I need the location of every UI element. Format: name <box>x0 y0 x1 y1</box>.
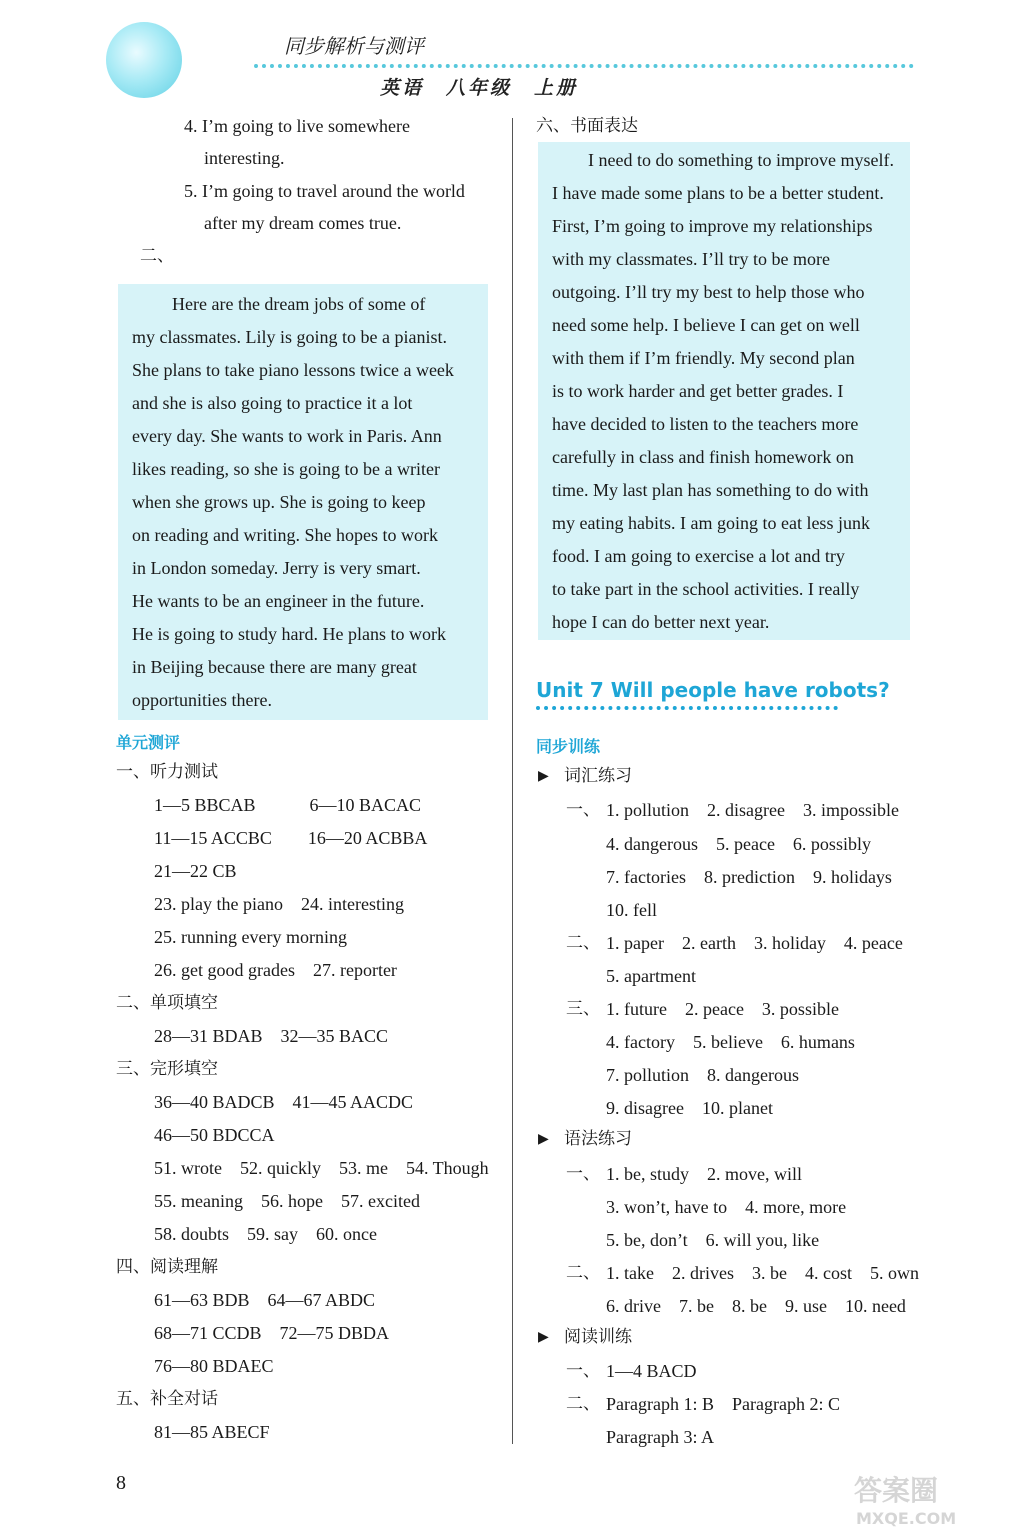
answer-row: Paragraph 1: B Paragraph 2: C <box>606 1394 840 1414</box>
answer-row: 10. fell <box>606 900 657 920</box>
item-number: 二、 <box>566 1394 600 1414</box>
svg-text:答案圈: 答案圈 <box>854 1474 939 1507</box>
essay-line: have decided to listen to the teachers more <box>552 414 859 434</box>
header-logo-circle <box>106 22 182 98</box>
essay-line: Here are the dream jobs of some of <box>172 294 426 314</box>
answer-row: 81—85 ABECF <box>154 1422 270 1442</box>
answer-line: 4. I’m going to live somewhere <box>184 116 410 136</box>
section-label: 三、完形填空 <box>116 1059 218 1079</box>
essay-line: She plans to take piano lessons twice a week <box>132 360 454 380</box>
answer-row: 9. disagree 10. planet <box>606 1098 773 1118</box>
unit-title: Unit 7 Will people have robots? <box>536 678 890 702</box>
essay-line: hope I can do better next year. <box>552 612 770 632</box>
answer-row: 61—63 BDB 64—67 ABDC <box>154 1290 376 1310</box>
sync-training-title: 同步训练 <box>536 737 601 756</box>
essay-line: I need to do something to improve myself. <box>588 150 894 170</box>
answer-row: 6. drive 7. be 8. be 9. use 10. need <box>606 1296 906 1316</box>
essay-line: in London someday. Jerry is very smart. <box>132 558 421 578</box>
answer-row: 1—5 BBCAB 6—10 BACAC <box>154 795 422 815</box>
essay-line: my classmates. Lily is going to be a pianist. <box>132 327 447 347</box>
section-label: 五、补全对话 <box>116 1389 218 1409</box>
answer-row: 3. won’t, have to 4. more, more <box>606 1197 847 1217</box>
answer-row: 26. get good grades 27. reporter <box>154 960 397 980</box>
answer-row: 23. play the piano 24. interesting <box>154 894 404 914</box>
item-number: 一、 <box>566 1164 600 1184</box>
item-number: 一、 <box>566 1361 600 1381</box>
section-six-label: 六、书面表达 <box>536 116 638 136</box>
answer-row: 36—40 BADCB 41—45 AACDC <box>154 1092 414 1112</box>
essay-line: I have made some plans to be a better student. <box>552 183 884 203</box>
bullet-triangle-icon: ▶ <box>538 1132 549 1147</box>
essay-line: outgoing. I’ll try my best to help those who <box>552 282 865 302</box>
grammar-label: 语法练习 <box>564 1129 632 1149</box>
answer-row: 1. pollution 2. disagree 3. impossible <box>606 800 899 820</box>
svg-text:MXQE.COM: MXQE.COM <box>856 1509 957 1528</box>
essay-line: with them if I’m friendly. My second plan <box>552 348 855 368</box>
essay-line: opportunities there. <box>132 690 272 710</box>
unit-title-dotted-rule <box>536 706 838 710</box>
answer-row: 25. running every morning <box>154 927 347 947</box>
answer-row: 55. meaning 56. hope 57. excited <box>154 1191 420 1211</box>
essay-line: every day. She wants to work in Paris. Ann <box>132 426 442 446</box>
essay-line: food. I am going to exercise a lot and try <box>552 546 845 566</box>
item-number: 二、 <box>566 1263 600 1283</box>
essay-line: with my classmates. I’ll try to be more <box>552 249 830 269</box>
essay-box-left <box>118 284 488 720</box>
watermark-logo <box>850 1468 1010 1530</box>
bullet-triangle-icon: ▶ <box>538 1330 549 1345</box>
answer-row: 51. wrote 52. quickly 53. me 54. Though <box>154 1158 489 1178</box>
answer-row: 1. be, study 2. move, will <box>606 1164 802 1184</box>
page-number: 8 <box>116 1472 126 1494</box>
bullet-triangle-icon: ▶ <box>538 769 549 784</box>
essay-line: in Beijing because there are many great <box>132 657 417 677</box>
answer-line: after my dream comes true. <box>204 213 402 233</box>
unit-test-title: 单元测评 <box>116 733 181 752</box>
section-label: 二、单项填空 <box>116 993 218 1013</box>
answer-row: 11—15 ACCBC 16—20 ACBBA <box>154 828 428 848</box>
header-dotted-rule <box>254 64 914 68</box>
reading-label: 阅读训练 <box>564 1327 632 1347</box>
vocab-label: 词汇练习 <box>564 766 632 786</box>
essay-line: to take part in the school activities. I really <box>552 579 860 599</box>
essay-line: carefully in class and finish homework on <box>552 447 854 467</box>
answer-row: 5. apartment <box>606 966 696 986</box>
essay-line: is to work harder and get better grades. I <box>552 381 844 401</box>
book-subtitle: 英语 八年级 上册 <box>380 77 579 99</box>
answer-row: 76—80 BDAEC <box>154 1356 274 1376</box>
answer-row: 28—31 BDAB 32—35 BACC <box>154 1026 389 1046</box>
item-number: 三、 <box>566 999 600 1019</box>
essay-line: He is going to study hard. He plans to work <box>132 624 446 644</box>
answer-row: 68—71 CCDB 72—75 DBDA <box>154 1323 390 1343</box>
answer-row: 1. future 2. peace 3. possible <box>606 999 839 1019</box>
section-label: 一、听力测试 <box>116 762 218 782</box>
answer-line: interesting. <box>204 148 285 168</box>
section-two-label: 二、 <box>140 246 174 266</box>
essay-line: time. My last plan has something to do with <box>552 480 869 500</box>
answer-row: 7. pollution 8. dangerous <box>606 1065 799 1085</box>
essay-line: when she grows up. She is going to keep <box>132 492 426 512</box>
essay-line: need some help. I believe I can get on well <box>552 315 860 335</box>
answer-row: 1. paper 2. earth 3. holiday 4. peace <box>606 933 903 953</box>
essay-box-right <box>538 142 910 640</box>
essay-line: He wants to be an engineer in the future. <box>132 591 425 611</box>
section-label: 四、阅读理解 <box>116 1257 218 1277</box>
answer-row: 58. doubts 59. say 60. once <box>154 1224 377 1244</box>
series-title: 同步解析与测评 <box>284 34 424 58</box>
essay-line: First, I’m going to improve my relationships <box>552 216 873 236</box>
column-divider <box>512 118 513 1444</box>
answer-line: 5. I’m going to travel around the world <box>184 181 465 201</box>
answer-row: 1. take 2. drives 3. be 4. cost 5. own <box>606 1263 919 1283</box>
answer-row: 7. factories 8. prediction 9. holidays <box>606 867 892 887</box>
item-number: 一、 <box>566 800 600 820</box>
answer-row: 1—4 BACD <box>606 1361 697 1381</box>
essay-line: on reading and writing. She hopes to work <box>132 525 438 545</box>
answer-row: Paragraph 3: A <box>606 1427 714 1447</box>
answer-row: 4. dangerous 5. peace 6. possibly <box>606 834 871 854</box>
item-number: 二、 <box>566 933 600 953</box>
answer-row: 21—22 CB <box>154 861 237 881</box>
answer-row: 4. factory 5. believe 6. humans <box>606 1032 855 1052</box>
essay-line: and she is also going to practice it a lot <box>132 393 413 413</box>
answer-row: 46—50 BDCCA <box>154 1125 275 1145</box>
essay-line: likes reading, so she is going to be a writer <box>132 459 440 479</box>
essay-line: my eating habits. I am going to eat less junk <box>552 513 870 533</box>
answer-row: 5. be, don’t 6. will you, like <box>606 1230 820 1250</box>
